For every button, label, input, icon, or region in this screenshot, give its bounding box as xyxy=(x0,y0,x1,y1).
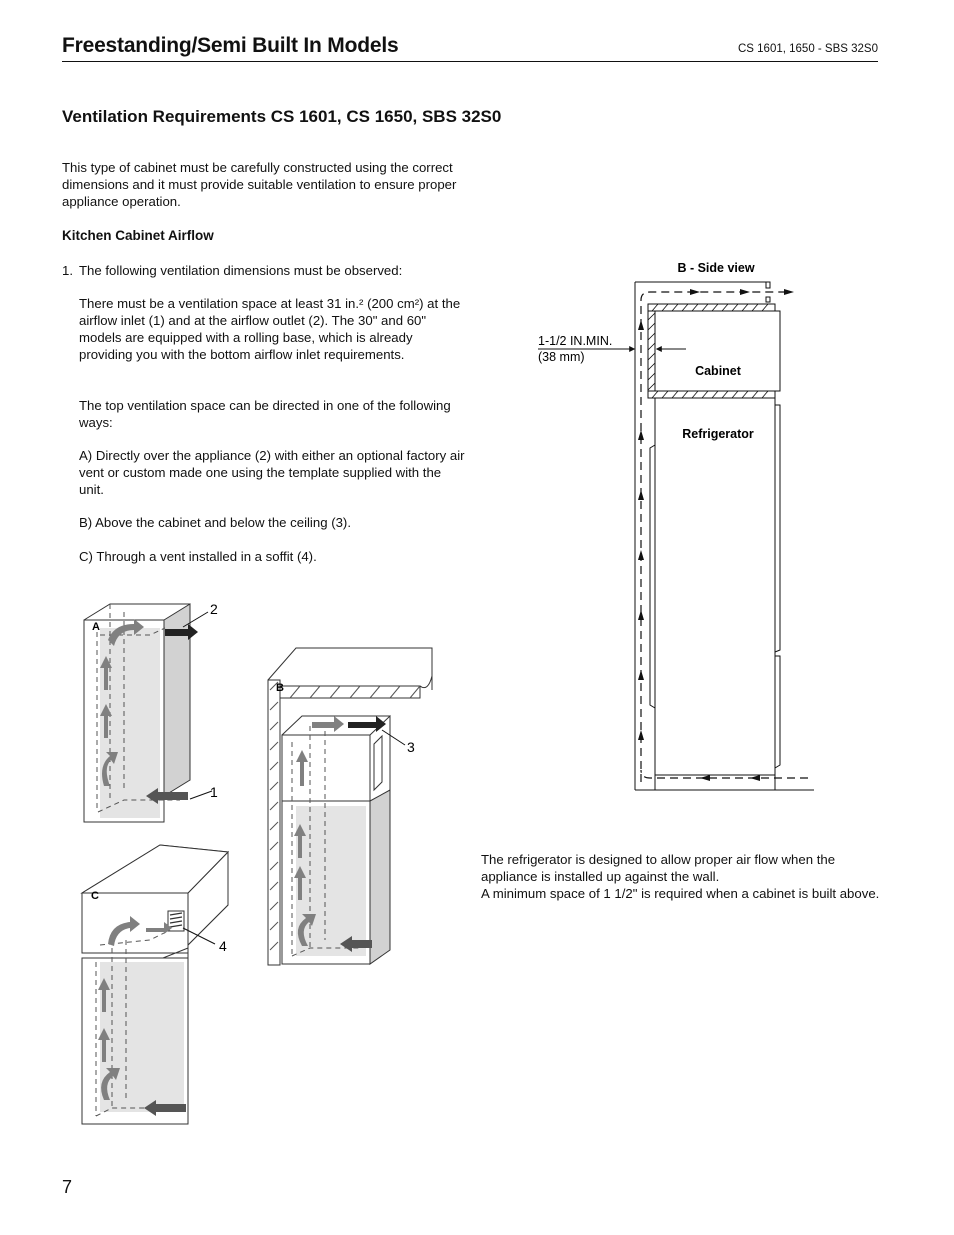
section-title: Ventilation Requirements CS 1601, CS 1650, SBS 32S0 xyxy=(62,107,502,126)
side-view-title: B - Side view xyxy=(677,261,755,275)
side-view-caption xyxy=(481,851,881,902)
option-a-text: A) Directly over the appliance (2) with either an optional factory air vent or custom made one using the template supplied with the unit. xyxy=(79,448,465,497)
header-model-numbers: CS 1601, 1650 - SBS 32S0 xyxy=(737,43,878,55)
callout-2: 2 xyxy=(210,601,218,617)
paragraph-ventilation-space: There must be a ventilation space at least 31 in.² (200 cm²) at the airflow inlet (1) and at the airflow outlet (2). The 30" and 60" models are equipped with a rolling base, which is already providing you with the bottom airflow inlet requirements. xyxy=(79,296,461,362)
caption-line-1: The refrigerator is designed to allow proper air flow when the appliance is installed up against the wall. xyxy=(481,852,836,884)
list-item-number: 1. xyxy=(62,263,73,278)
dimension-mm: (38 mm) xyxy=(538,350,585,364)
list-item-text: The following ventilation dimensions must be observed: xyxy=(79,263,403,278)
option-c-text: C) Through a vent installed in a soffit (4). xyxy=(79,549,317,564)
option-c-label: C xyxy=(91,890,99,902)
caption-line-2: A minimum space of 1 1/2" is required when a cabinet is built above. xyxy=(481,886,880,901)
cabinet-label: Cabinet xyxy=(695,364,741,378)
page-number: 7 xyxy=(62,1177,73,1197)
option-b-text: B) Above the cabinet and below the ceiling (3). xyxy=(79,515,351,530)
dimension-inches: 1-1/2 IN.MIN. xyxy=(538,334,613,348)
intro-paragraph: This type of cabinet must be carefully constructed using the correct dimensions and it must provide suitable ventilation to ensure proper appliance operation. xyxy=(62,160,457,209)
paragraph-top-ventilation: The top ventilation space can be directed in one of the following ways: xyxy=(79,398,451,430)
callout-4: 4 xyxy=(219,938,227,954)
subheading-kitchen-airflow: Kitchen Cabinet Airflow xyxy=(62,228,214,243)
option-a-label: A xyxy=(92,621,100,633)
page-header-title: Freestanding/Semi Built In Models xyxy=(62,34,399,57)
option-b-label: B xyxy=(276,682,284,694)
callout-1: 1 xyxy=(210,784,218,800)
callout-3: 3 xyxy=(407,739,415,755)
side-view-airflow-arrows xyxy=(638,289,794,781)
refrigerator-body xyxy=(655,398,775,775)
refrigerator-label: Refrigerator xyxy=(682,427,754,441)
